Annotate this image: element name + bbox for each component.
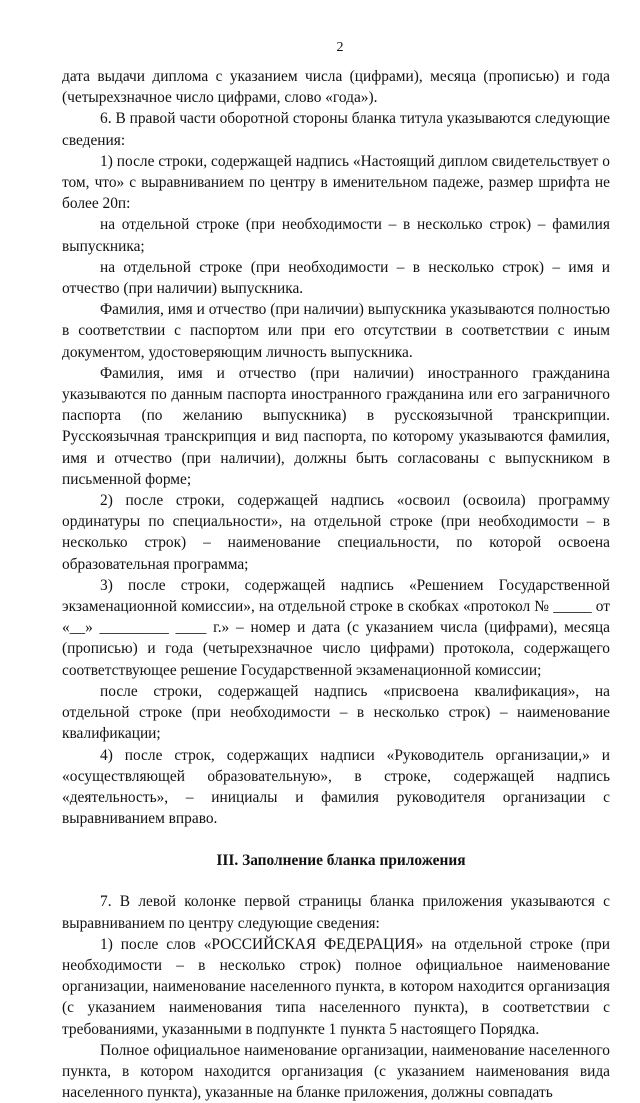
paragraph-item-7: 7. В левой колонке первой страницы бланка приложения указываются с выравниванием по центру следующие сведения: [62, 893, 610, 932]
paragraph-subitem-2: 2) после строки, содержащей надпись «освоил (освоила) программу ординатуры по специальности», на отдельной строке (при необходимости – в несколько строк) – наименование специальности, по которой освоена образовательная программа; [62, 492, 610, 573]
page-number: 2 [336, 40, 344, 55]
paragraph-subitem-3: 3) после строки, содержащей надпись «Решением Государственной экзаменационной комиссии», на отдельной строке в скобках «протокол № _____ от «__» _________ ____ г.» – номер и дата (с указанием числа (цифрами), месяца (прописью) и года (четырехзначное число цифрами) протокола, содержащего соответствующее решение Государственной экзаменационной комиссии; [62, 576, 610, 679]
section-title: III. Заполнение бланка приложения [216, 852, 466, 870]
paragraph-surname-line: на отдельной строке (при необходимости – в несколько строк) – фамилия выпускника; [62, 216, 610, 255]
paragraph-foreign-citizen: Фамилия, имя и отчество (при наличии) иностранного гражданина указываются по данным паспорта иностранного гражданина или его заграничного паспорта (по желанию выпускника) в русскоязычной транскрипции. Русскоязычная транскрипция и вид паспорта, по которому указываются фамилия, имя и отчество (при наличии), должны быть согласованы с выпускником в письменной форме; [62, 364, 610, 488]
paragraph-full-name-rule: Фамилия, имя и отчество (при наличии) выпускника указываются полностью в соответствии с паспортом или при его отсутствии в соответствии с иным документом, удостоверяющим личность выпускника. [62, 301, 610, 361]
paragraph-item-6: 6. В правой части оборотной стороны бланка титула указываются следующие сведения: [62, 110, 610, 149]
paragraph-subitem-4: 4) после строк, содержащих надписи «Руководитель организации,» и «осуществляющей образовательную», в строке, содержащей надпись «деятельность», – инициалы и фамилия руководителя организации с выравниванием вправо. [62, 746, 610, 828]
paragraph-official-name: Полное официальное наименование организации, наименование населенного пункта, в котором находится организация (с указанием наименования вида населенного пункта), указанные на бланке приложения, должны совпадать [62, 1041, 610, 1102]
paragraph-qualification: после строки, содержащей надпись «присвоена квалификация», на отдельной строке (при необходимости – в несколько строк) – наименование квалификации; [62, 682, 610, 743]
paragraph-diploma-date: дата выдачи диплома с указанием числа (цифрами), месяца (прописью) и года (четырехзначное число цифрами, слово «года»). [62, 68, 610, 107]
paragraph-item-7-subitem-1: 1) после слов «РОССИЙСКАЯ ФЕДЕРАЦИЯ» на отдельной строке (при необходимости – в несколько строк) полное официальное наименование организации, наименование населенного пункта, в котором находится организация (с указанием наименования типа населенного пункта), в соответствии с требованиями, указанными в подпункте 1 пункта 5 настоящего Порядка. [62, 935, 610, 1038]
paragraph-subitem-1: 1) после строки, содержащей надпись «Настоящий диплом свидетельствует о том, что» с выравниванием по центру в именительном падеже, размер шрифта не более 20п: [62, 152, 610, 213]
paragraph-name-line: на отдельной строке (при необходимости – в несколько строк) – имя и отчество (при наличии) выпускника. [62, 258, 610, 298]
